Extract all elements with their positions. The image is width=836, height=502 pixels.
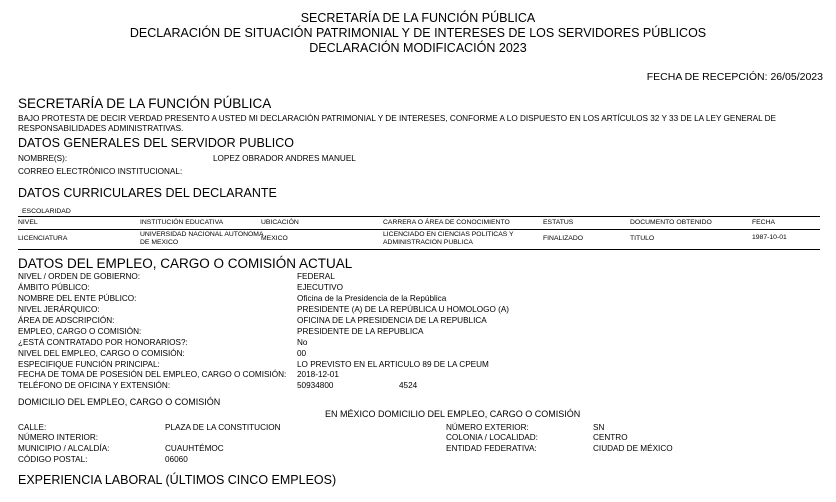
cell-ubicacion: MEXICO (261, 235, 288, 242)
address-value: SN (593, 423, 605, 432)
cell-fecha: 1987-10-01 (752, 234, 787, 241)
phone-label: TELÉFONO DE OFICINA Y EXTENSIÓN: (18, 381, 171, 390)
name-value: LOPEZ OBRADOR ANDRES MANUEL (213, 154, 356, 163)
address-value: CUAUHTÉMOC (165, 444, 224, 453)
table-divider (18, 249, 820, 250)
cell-institucion-line1: UNIVERSIDAD NACIONAL AUTONOMA (140, 231, 264, 238)
document-subtitle: DECLARACIÓN DE SITUACIÓN PATRIMONIAL Y DE INTERESES DE LOS SERVIDORES PÚBLICOS (129, 26, 707, 40)
address-label: CÓDIGO POSTAL: (18, 455, 88, 464)
employment-value: EJECUTIVO (297, 283, 343, 292)
email-label: CORREO ELECTRÓNICO INSTITUCIONAL: (18, 167, 183, 176)
col-header-estatus: ESTATUS (543, 219, 574, 226)
phone-value: 50934800 (297, 381, 334, 390)
address-value: 06060 (165, 455, 188, 464)
table-divider (18, 216, 820, 217)
section-title-address: DOMICILIO DEL EMPLEO, CARGO O COMISIÓN (18, 397, 221, 407)
employment-label: FECHA DE TOMA DE POSESIÓN DEL EMPLEO, CARGO O COMISIÓN: (18, 370, 287, 379)
declaration-type: DECLARACIÓN MODIFICACIÓN 2023 (309, 41, 527, 55)
col-header-fecha: FECHA (752, 219, 776, 226)
cell-carrera-line1: LICENCIADO EN CIENCIAS POLITICAS Y (383, 231, 514, 238)
section-title-curricular: DATOS CURRICULARES DEL DECLARANTE (18, 186, 277, 200)
col-header-nivel: NIVEL (18, 219, 38, 226)
employment-label: ÁMBITO PÚBLICO: (18, 283, 90, 292)
address-label: NÚMERO EXTERIOR: (446, 423, 529, 432)
address-label: COLONIA / LOCALIDAD: (446, 433, 538, 442)
address-value: CIUDAD DE MÉXICO (593, 444, 673, 453)
col-header-carrera: CARRERA O ÁREA DE CONOCIMIENTO (383, 219, 510, 226)
name-label: NOMBRE(S): (18, 154, 68, 163)
schooling-subtitle: ESCOLARIDAD (22, 208, 71, 215)
cell-estatus: FINALIZADO (543, 235, 584, 242)
employment-label: NIVEL JERÁRQUICO: (18, 305, 100, 314)
employment-label: ESPECIFIQUE FUNCIÓN PRINCIPAL: (18, 360, 160, 369)
col-header-institucion: INSTITUCIÓN EDUCATIVA (140, 219, 224, 226)
cell-documento: TITULO (630, 235, 655, 242)
employment-label: NIVEL DEL EMPLEO, CARGO O COMISIÓN: (18, 349, 185, 358)
employment-label: NOMBRE DEL ENTE PÚBLICO: (18, 294, 137, 303)
reception-date: FECHA DE RECEPCIÓN: 26/05/2023 (646, 71, 823, 83)
employment-label: ÁREA DE ADSCRIPCIÓN: (18, 316, 115, 325)
address-label: CALLE: (18, 423, 47, 432)
employment-value: FEDERAL (297, 272, 335, 281)
section-title-experience: EXPERIENCIA LABORAL (ÚLTIMOS CINCO EMPLEOS) (18, 473, 337, 487)
document-title: SECRETARÍA DE LA FUNCIÓN PÚBLICA (300, 11, 536, 25)
employment-label: ¿ESTÁ CONTRATADO POR HONORARIOS?: (18, 338, 188, 347)
section-title-general: DATOS GENERALES DEL SERVIDOR PUBLICO (18, 136, 295, 150)
table-divider (18, 229, 820, 230)
employment-value: No (297, 338, 308, 347)
address-label: ENTIDAD FEDERATIVA: (446, 444, 537, 453)
address-value: PLAZA DE LA CONSTITUCION (165, 423, 281, 432)
section-title-employment: DATOS DEL EMPLEO, CARGO O COMISIÓN ACTUAL (18, 256, 353, 271)
address-label: NÚMERO INTERIOR: (18, 433, 99, 442)
section-title-secretaria: SECRETARÍA DE LA FUNCIÓN PÚBLICA (18, 96, 272, 111)
employment-label: EMPLEO, CARGO O COMISIÓN: (18, 327, 142, 336)
address-subtitle: EN MÉXICO DOMICILIO DEL EMPLEO, CARGO O COMISIÓN (325, 409, 581, 419)
employment-value: PRESIDENTE DE LA REPUBLICA (297, 327, 424, 336)
employment-value: PRESIDENTE (A) DE LA REPÚBLICA U HOMOLOGO (A) (297, 305, 510, 314)
employment-value: 2018-12-01 (297, 370, 339, 379)
intro-paragraph: BAJO PROTESTA DE DECIR VERDAD PRESENTO A USTED MI DECLARACIÓN PATRIMONIAL Y DE INTERESES, CONFORME A LO DISPUESTO EN LOS ARTÍCULOS 32 Y 33 DE LA LEY GENERAL DE RESPONSABILIDADES ADMINISTRATIVAS. (18, 114, 777, 133)
extension-value: 4524 (399, 381, 418, 390)
cell-institucion-line2: DE MEXICO (140, 239, 179, 246)
employment-label: NIVEL / ORDEN DE GOBIERNO: (18, 272, 141, 281)
address-value: CENTRO (593, 433, 628, 442)
employment-value: 00 (297, 349, 307, 358)
employment-value: LO PREVISTO EN EL ARTICULO 89 DE LA CPEUM (297, 360, 489, 369)
cell-nivel: LICENCIATURA (18, 235, 68, 242)
employment-value: Oficina de la Presidencia de la República (297, 294, 447, 303)
col-header-ubicacion: UBICACIÓN (261, 219, 299, 226)
employment-value: OFICINA DE LA PRESIDENCIA DE LA REPUBLICA (297, 316, 487, 325)
cell-carrera-line2: ADMINISTRACION PUBLICA (383, 239, 473, 246)
col-header-documento: DOCUMENTO OBTENIDO (630, 219, 712, 226)
address-label: MUNICIPIO / ALCALDÍA: (18, 444, 110, 453)
